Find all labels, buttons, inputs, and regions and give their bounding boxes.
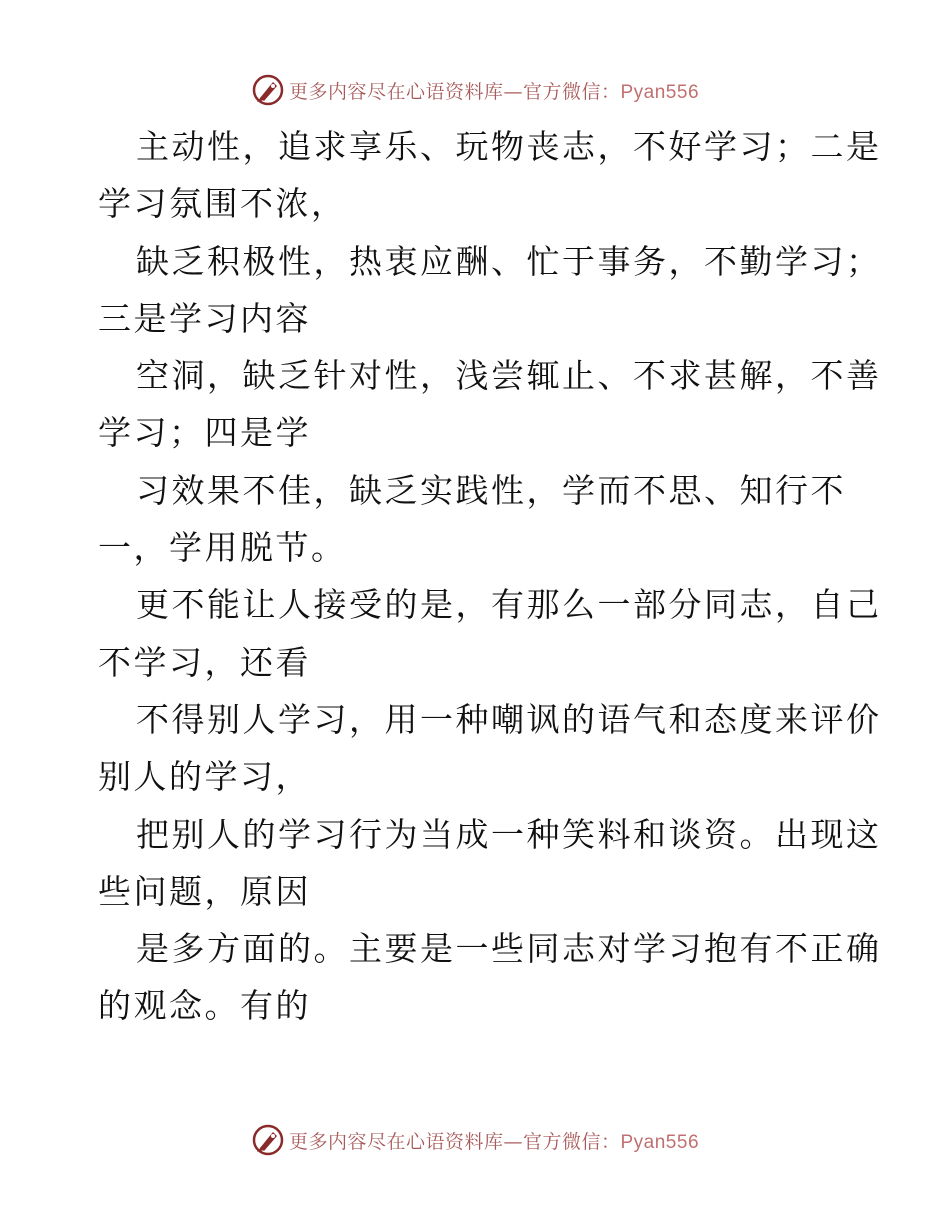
body-line: 别人的学习， (98, 757, 311, 797)
body-line: 是多方面的。主要是一些同志对学习抱有不正确 (136, 929, 882, 969)
footer-wechat-id: Pyan556 (620, 1131, 700, 1153)
pen-nib-logo-icon (251, 1123, 285, 1157)
body-line: 不学习，还看 (98, 642, 311, 682)
body-line: 学习氛围不浓， (98, 184, 347, 224)
body-line: 不得别人学习，用一种嘲讽的语气和态度来评价 (136, 699, 882, 739)
footer-banner (0, 1120, 950, 1160)
document-body (98, 118, 882, 1035)
body-line: 主动性，追求享乐、玩物丧志，不好学习；二是 (136, 127, 882, 166)
body-line: 把别人的学习行为当成一种笑料和谈资。出现这 (136, 814, 882, 854)
body-line: 更不能让人接受的是，有那么一部分同志，自己 (136, 585, 882, 625)
body-line: 缺乏积极性，热衷应酬、忙于事务，不勤学习； (136, 241, 882, 281)
body-line: 学习；四是学 (98, 413, 311, 453)
body-line: 一，学用脱节。 (98, 528, 347, 568)
body-line: 空洞，缺乏针对性，浅尝辄止、不求甚解，不善 (136, 356, 882, 396)
body-line: 的观念。有的 (98, 986, 311, 1026)
header-banner (0, 70, 950, 110)
header-banner-text: 更多内容尽在心语资料库—官方微信：Pyan556 (288, 80, 700, 103)
body-line: 些问题，原因 (98, 871, 311, 911)
header-wechat-id: Pyan556 (620, 81, 700, 103)
footer-banner-text: 更多内容尽在心语资料库—官方微信：Pyan556 (288, 1130, 700, 1153)
body-line: 三是学习内容 (98, 298, 311, 338)
body-line: 习效果不佳，缺乏实践性，学而不思、知行不 (136, 470, 846, 510)
pen-nib-logo-icon (251, 73, 285, 107)
